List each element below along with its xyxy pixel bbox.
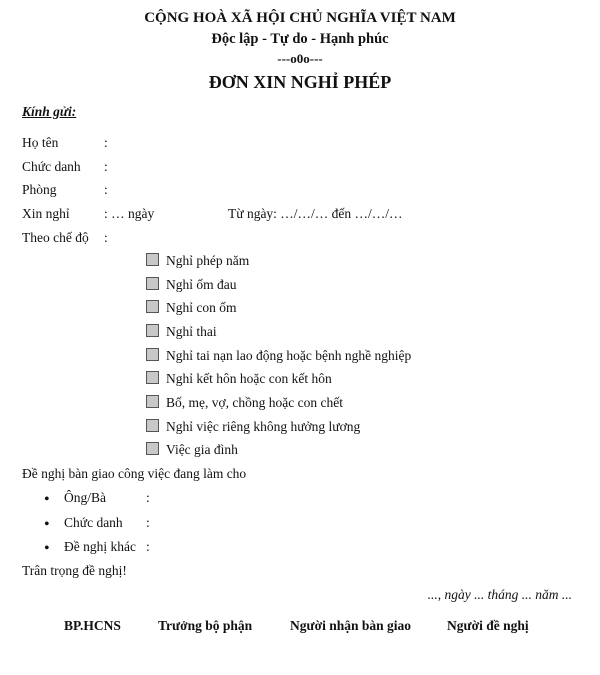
checkbox-sick-leave[interactable] — [146, 277, 159, 290]
position-colon: : — [104, 159, 108, 174]
handover-other-colon: : — [146, 539, 150, 554]
regime-colon: : — [104, 230, 108, 245]
handover-position-colon: : — [146, 515, 150, 530]
nation-heading: CỘNG HOÀ XÃ HỘI CHỦ NGHĨA VIỆT NAM — [144, 10, 456, 26]
checkbox-family-matters[interactable] — [146, 442, 159, 455]
name-label: Họ tên — [22, 135, 59, 150]
option-label: Nghỉ tai nạn lao động hoặc bệnh nghề nghiệp — [166, 348, 412, 363]
bullet-icon: • — [44, 516, 50, 533]
signature-requester: Người đề nghị — [447, 618, 529, 633]
checkbox-maternity[interactable] — [146, 324, 159, 337]
option-label: Nghỉ thai — [166, 324, 217, 339]
handover-person-label: Ông/Bà — [64, 490, 106, 505]
leave-days: : … ngày — [104, 206, 155, 221]
name-colon: : — [104, 135, 108, 150]
handover-position-label: Chức danh — [64, 515, 123, 530]
checkbox-annual-leave[interactable] — [146, 253, 159, 266]
signature-department-head: Trưởng bộ phận — [158, 618, 253, 633]
handover-other-label: Đề nghị khác — [64, 539, 136, 554]
leave-label: Xin nghỉ — [22, 206, 70, 221]
checkbox-bereavement[interactable] — [146, 395, 159, 408]
checkbox-unpaid-leave[interactable] — [146, 419, 159, 432]
leave-date-range: Từ ngày: …/…/… đến …/…/… — [228, 206, 403, 221]
option-label: Bố, mẹ, vợ, chồng hoặc con chết — [166, 395, 343, 410]
regime-label: Theo chế độ — [22, 230, 89, 245]
option-label: Nghỉ việc riêng không hưởng lương — [166, 419, 361, 434]
handover-person-colon: : — [146, 490, 150, 505]
department-label: Phòng — [22, 182, 57, 197]
date-line: ..., ngày ... tháng ... năm ... — [427, 587, 572, 602]
document-title: ĐƠN XIN NGHỈ PHÉP — [208, 72, 392, 92]
option-label: Nghỉ phép năm — [166, 253, 250, 268]
motto: Độc lập - Tự do - Hạnh phúc — [211, 31, 389, 47]
option-label: Nghỉ kết hôn hoặc con kết hôn — [166, 371, 332, 386]
bullet-icon: • — [44, 540, 50, 557]
bullet-icon: • — [44, 491, 50, 508]
closing-text: Trân trọng đề nghị! — [22, 563, 127, 578]
signature-handover-receiver: Người nhận bàn giao — [290, 618, 411, 633]
checkbox-child-sick[interactable] — [146, 300, 159, 313]
handover-intro: Đề nghị bàn giao công việc đang làm cho — [22, 466, 247, 481]
position-label: Chức danh — [22, 159, 81, 174]
signature-hr: BP.HCNS — [64, 618, 121, 633]
option-label: Nghỉ con ốm — [166, 300, 237, 315]
checkbox-work-accident[interactable] — [146, 348, 159, 361]
option-label: Nghỉ ốm đau — [166, 277, 237, 292]
recipient-label: Kính gửi: — [22, 104, 77, 119]
separator: ---o0o--- — [277, 51, 323, 66]
checkbox-marriage[interactable] — [146, 371, 159, 384]
department-colon: : — [104, 182, 108, 197]
option-label: Việc gia đình — [166, 442, 238, 457]
